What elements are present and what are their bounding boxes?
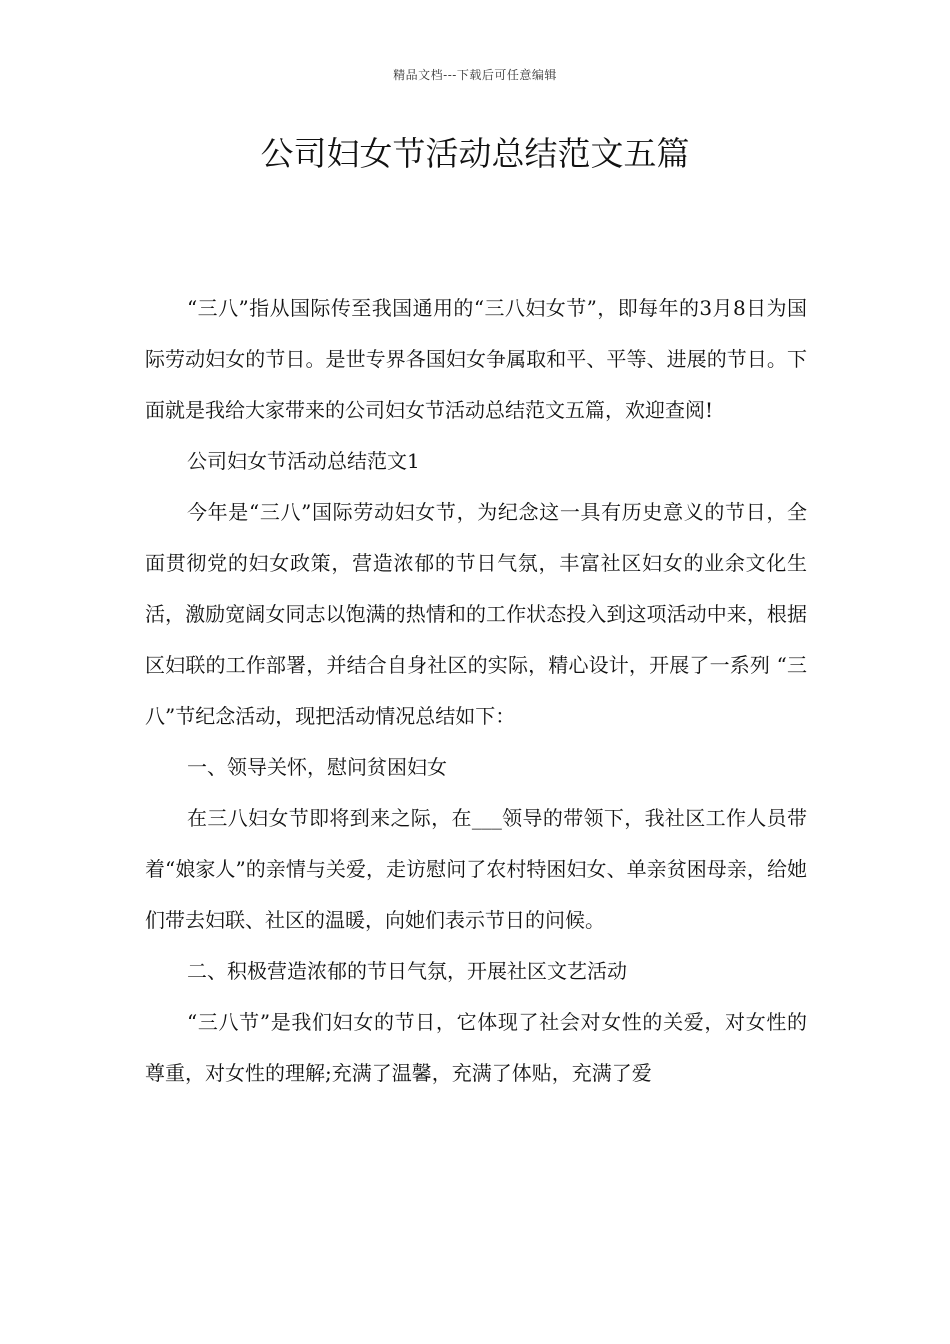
- section-heading-1: 公司妇女节活动总结范文1: [187, 449, 420, 473]
- subheading-1: 一、领导关怀，慰问贫困妇女: [187, 755, 447, 779]
- intro-paragraph: “三八”指从国际传至我国通用的“三八妇女节”，即每年的3月8日为国际劳动妇女的节日。是世专界各国妇女争属取和平、平等、进展的节日。下面就是我给大家带来的公司妇女节活动总结范文五篇，欢迎查阅!: [145, 296, 807, 422]
- header-note: 精品文档---下载后可任意编辑: [393, 68, 557, 82]
- body-paragraph: “三八节”是我们妇女的节日，它体现了社会对女性的关爱，对女性的尊重，对女性的理解;充满了温馨，充满了体贴，充满了爱: [145, 1010, 807, 1085]
- subheading-2: 二、积极营造浓郁的节日气氛，开展社区文艺活动: [187, 959, 627, 983]
- body-paragraph: 在三八妇女节即将到来之际，在___领导的带领下，我社区工作人员带着“娘家人”的亲情与关爱，走访慰问了农村特困妇女、单亲贫困母亲，给她们带去妇联、社区的温暖，向她们表示节日的问候。: [145, 806, 807, 932]
- document-title: 公司妇女节活动总结范文五篇: [260, 134, 690, 173]
- body-paragraph: 今年是“三八”国际劳动妇女节，为纪念这一具有历史意义的节日，全面贯彻党的妇女政策，营造浓郁的节日气氛，丰富社区妇女的业余文化生活，激励宽阔女同志以饱满的热情和的工作状态投入到这项活动中来，根据区妇联的工作部署，并结合自身社区的实际，精心设计，开展了一系列 “三八”节纪念活动，现把活动情况总结如下：: [145, 500, 807, 728]
- document-body: [145, 283, 807, 1099]
